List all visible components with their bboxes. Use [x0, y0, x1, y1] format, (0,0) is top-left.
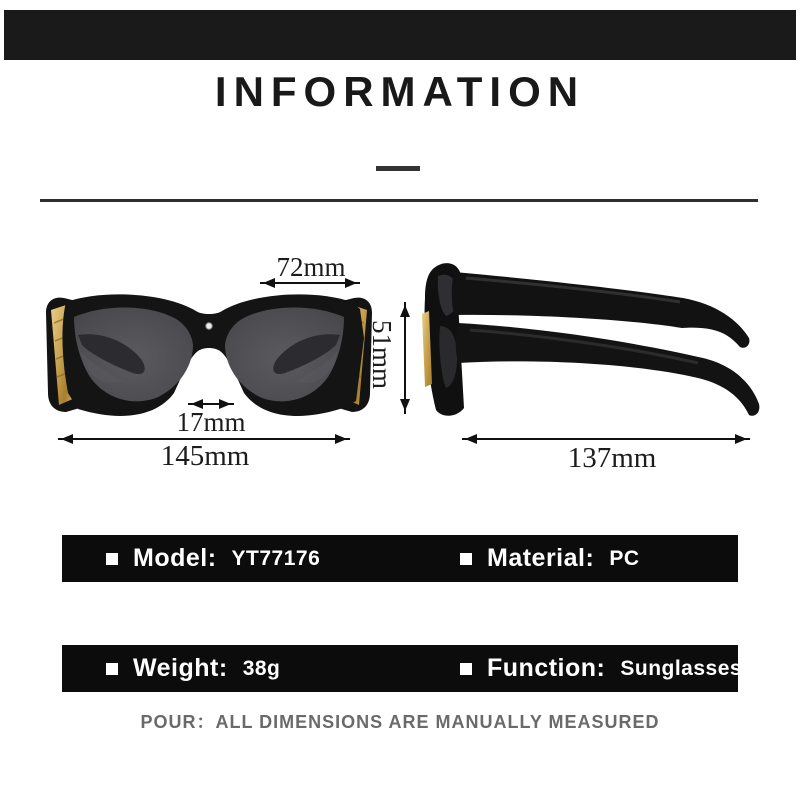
measurement-disclaimer: POUR：ALL DIMENSIONS ARE MANUALLY MEASURED: [140, 712, 660, 732]
bullet-square-icon: [460, 663, 472, 675]
divider-line: [40, 199, 758, 202]
spec-weight-value: 38g: [242, 656, 281, 680]
spec-material: [460, 535, 640, 582]
top-banner: [4, 10, 796, 60]
spec-function-value: Sunglasses: [620, 656, 743, 680]
spec-function: [460, 645, 742, 692]
bullet-square-icon: [106, 663, 118, 675]
spec-bar-row-1: [62, 535, 738, 582]
spec-function-label: Function:: [487, 654, 606, 682]
lens-width-label: 72mm: [276, 252, 346, 282]
lens-height-label: 51mm: [367, 320, 397, 390]
spec-model-value: YT77176: [231, 546, 321, 570]
spec-weight: [106, 645, 280, 692]
spec-model: [106, 535, 320, 582]
sunglasses-side-image: [418, 260, 770, 422]
heading-dash: [376, 166, 420, 171]
temple-length-arrow: [462, 438, 750, 440]
temple-length-label: 137mm: [567, 442, 657, 474]
spec-bar-row-2: [62, 645, 743, 692]
lens-width-arrow: [260, 282, 360, 284]
spec-material-label: Material:: [487, 544, 595, 572]
spec-weight-label: Weight:: [133, 654, 228, 682]
bullet-square-icon: [106, 553, 118, 565]
lens-height-arrow: [404, 302, 406, 414]
sunglasses-front-image: [44, 293, 374, 417]
frame-width-label: 145mm: [160, 440, 250, 472]
spec-model-label: Model:: [133, 544, 217, 572]
bridge-width-label: 17mm: [176, 407, 246, 437]
page-title: INFORMATION: [214, 68, 586, 115]
spec-material-value: PC: [609, 546, 640, 570]
bullet-square-icon: [460, 553, 472, 565]
bridge-width-arrow: [188, 403, 234, 405]
